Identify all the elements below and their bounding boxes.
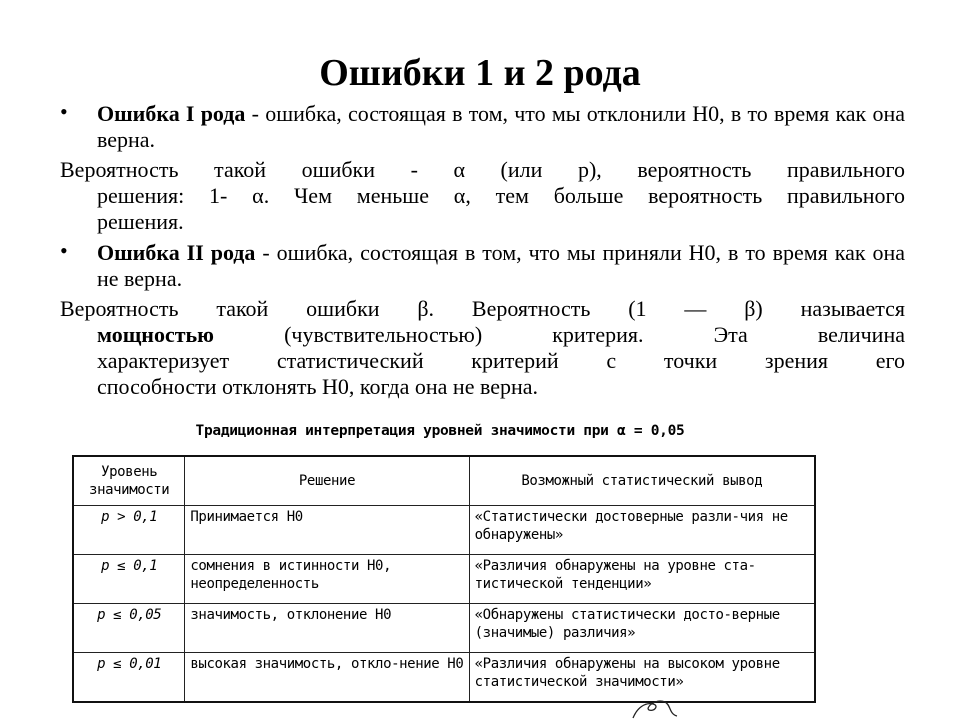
paragraph-alpha <box>60 157 905 235</box>
table-row <box>73 653 815 703</box>
term-power: мощностью <box>97 322 214 347</box>
bullet-error-type-2 <box>60 240 905 292</box>
cell-decision: значимость, отклонение H0 <box>185 604 469 653</box>
table-header-row <box>73 456 815 506</box>
cell-level: p > 0,1 <box>73 506 185 555</box>
paragraph-line-rest: (чувствительностью) критерия. Эта величина <box>213 322 905 347</box>
paragraph-line <box>60 322 905 348</box>
cell-conclusion: «Различия обнаружены на уровне ста-тистической тенденции» <box>469 555 815 604</box>
table-caption: Традиционная интерпретация уровней значимости при α = 0,05 <box>195 423 685 439</box>
table-row <box>73 604 815 653</box>
definition-error-type-2: - ошибка, состоящая в том, что мы приняли Н0, в то время как она не верна. <box>97 240 905 291</box>
cell-conclusion: «Статистически достоверные разли-чия не обнаружены» <box>469 506 815 555</box>
bullet-text <box>97 240 905 292</box>
term-error-type-2: Ошибка II рода <box>97 240 256 265</box>
paragraph-line: способности отклонять Н0, когда она не верна. <box>97 374 539 399</box>
decorative-sketch-icon <box>625 696 685 720</box>
bullet-text <box>97 101 905 153</box>
paragraph-line: Вероятность такой ошибки - α (или p), вероятность правильного <box>60 157 905 182</box>
header-level: Уровень значимости <box>73 456 185 506</box>
cell-decision: высокая значимость, откло-нение H0 <box>185 653 469 703</box>
table-row <box>73 506 815 555</box>
table-row <box>73 555 815 604</box>
page-title: Ошибки 1 и 2 рода <box>319 52 641 94</box>
paragraph-line: характеризует статистический критерий с точки зрения его <box>97 348 905 373</box>
bullet-icon: • <box>60 99 68 124</box>
paragraph-line: Вероятность такой ошибки β. Вероятность (1 — β) называется <box>60 296 905 321</box>
header-conclusion: Возможный статистический вывод <box>469 456 815 506</box>
cell-level: p ≤ 0,01 <box>73 653 185 703</box>
bullet-error-type-1 <box>60 101 905 153</box>
cell-conclusion: «Различия обнаружены на высоком уровне статистической значимости» <box>469 653 815 703</box>
cell-decision: сомнения в истинности H0, неопределенность <box>185 555 469 604</box>
cell-level: p ≤ 0,1 <box>73 555 185 604</box>
cell-decision: Принимается H0 <box>185 506 469 555</box>
paragraph-line: решения. <box>97 209 184 234</box>
header-decision: Решение <box>185 456 469 506</box>
paragraph-line: решения: 1- α. Чем меньше α, тем больше вероятность правильного <box>97 183 905 208</box>
cell-level: p ≤ 0,05 <box>73 604 185 653</box>
definition-error-type-1: - ошибка, состоящая в том, что мы отклонили Н0, в то время как она верна. <box>97 101 906 152</box>
cell-conclusion: «Обнаружены статистически досто-верные (значимые) различия» <box>469 604 815 653</box>
paragraph-beta <box>60 296 905 400</box>
significance-table <box>72 455 816 703</box>
term-error-type-1: Ошибка I рода <box>97 101 246 126</box>
bullet-icon: • <box>60 238 68 263</box>
